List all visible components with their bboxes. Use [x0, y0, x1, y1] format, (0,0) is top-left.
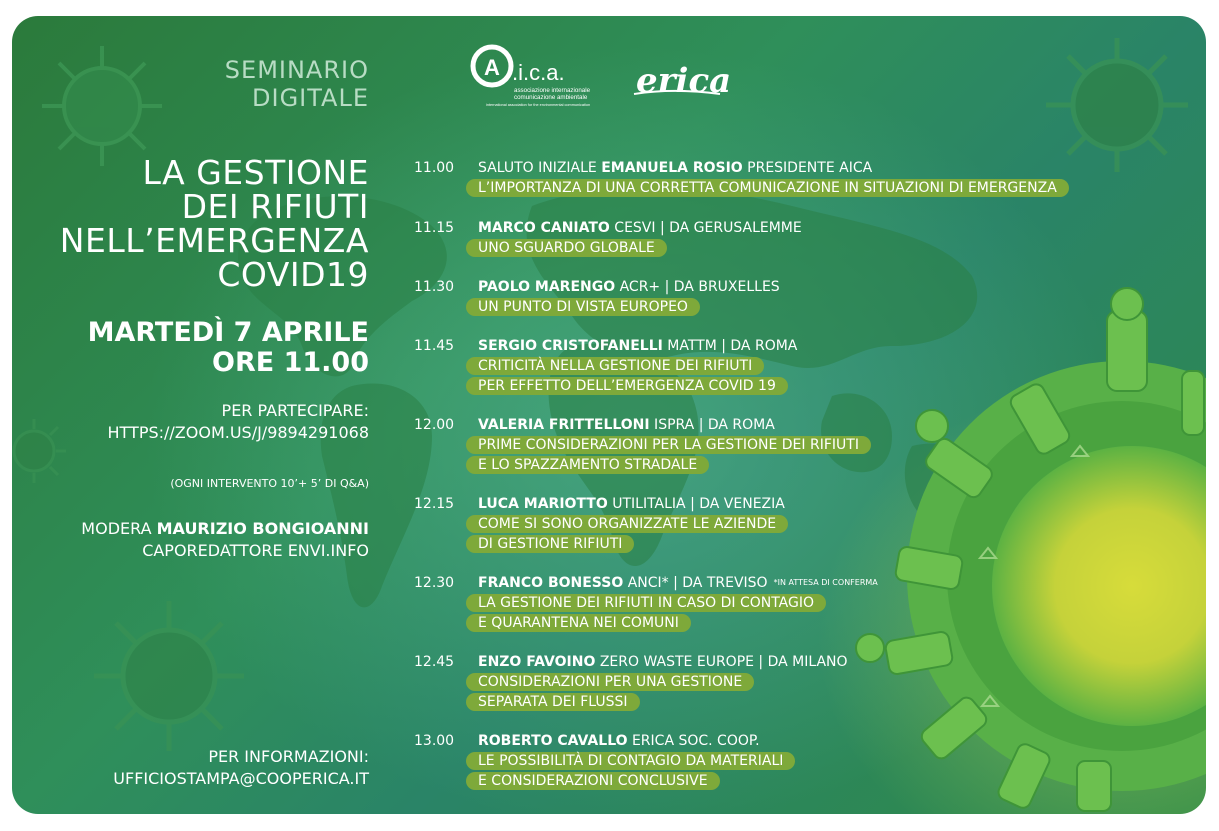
participate-label: PER PARTECIPARE:: [221, 401, 369, 420]
agenda-topic: CONSIDERAZIONI PER UNA GESTIONE: [466, 673, 754, 691]
speaker-affiliation: CESVI | DA GERUSALEMME: [609, 220, 802, 236]
agenda-time: 11.15: [414, 220, 455, 236]
agenda-speaker: [478, 278, 780, 296]
agenda-topic: COME SI SONO ORGANIZZATE LE AZIENDE: [466, 515, 788, 533]
poster: [12, 16, 1206, 814]
agenda-speaker: [478, 574, 878, 592]
confirmation-note: *IN ATTESA DI CONFERMA: [773, 578, 878, 587]
agenda-speaker: [478, 159, 872, 177]
moderator-line: [81, 518, 369, 540]
agenda-topic: LA GESTIONE DEI RIFIUTI IN CASO DI CONTAGIO: [466, 594, 826, 612]
agenda-topic: CRITICITÀ NELLA GESTIONE DEI RIFIUTI: [466, 357, 764, 375]
participate-block: [108, 400, 369, 444]
seminar-line-1: SEMINARIO: [224, 56, 369, 84]
virus-icon: [84, 591, 254, 761]
page-title: [59, 153, 369, 294]
duration-note: (OGNI INTERVENTO 10’+ 5’ DI Q&A): [170, 477, 369, 490]
erica-logo: [630, 56, 780, 106]
seminar-label: [225, 56, 369, 112]
speaker-affiliation: ANCI* | DA TREVISO: [623, 575, 768, 591]
moderator-role: CAPOREDATTORE ENVI.INFO: [142, 541, 369, 560]
svg-text:associazione internazionale: associazione internazionale: [514, 87, 591, 94]
speaker-name: SERGIO CRISTOFANELLI: [478, 338, 663, 354]
agenda-topic: DI GESTIONE RIFIUTI: [466, 535, 634, 553]
agenda-time: 13.00: [414, 733, 455, 749]
agenda-topic: PRIME CONSIDERAZIONI PER LA GESTIONE DEI RIFIUTI: [466, 436, 871, 454]
agenda-speaker: [478, 219, 802, 237]
speaker-prefix: SALUTO INIZIALE: [478, 160, 602, 176]
agenda-topic: E LO SPAZZAMENTO STRADALE: [466, 456, 709, 474]
speaker-affiliation: ERICA SOC. COOP.: [627, 733, 760, 749]
agenda-time: 12.15: [414, 496, 455, 512]
agenda-topic: L’IMPORTANZA DI UNA CORRETTA COMUNICAZIONE IN SITUAZIONI DI EMERGENZA: [466, 179, 1069, 197]
agenda-topic: PER EFFETTO DELL’EMERGENZA COVID 19: [466, 377, 788, 395]
svg-text:.i.c.a.: .i.c.a.: [512, 60, 565, 85]
agenda-time: 12.45: [414, 654, 455, 670]
seminar-line-2: DIGITALE: [252, 84, 369, 112]
agenda-speaker: [478, 732, 760, 750]
agenda-time: 11.30: [414, 279, 455, 295]
speaker-affiliation: ZERO WASTE EUROPE | DA MILANO: [595, 654, 848, 670]
svg-text:comunicazione ambientale: comunicazione ambientale: [514, 94, 588, 101]
aica-logo: [466, 36, 596, 110]
speaker-affiliation: UTILITALIA | DA VENEZIA: [607, 496, 785, 512]
title-line-1: LA GESTIONE: [142, 153, 369, 192]
zoom-link[interactable]: HTTPS://ZOOM.US/J/9894291068: [107, 423, 369, 442]
moderator-name: MAURIZIO BONGIOANNI: [156, 519, 369, 538]
svg-text:A: A: [484, 55, 500, 80]
contact-email[interactable]: UFFICIOSTAMPA@COOPERICA.IT: [113, 769, 369, 788]
title-line-3: NELL’EMERGENZA: [59, 221, 369, 260]
svg-text:international association for: international association for the environmental communication: [486, 103, 591, 107]
svg-text:erica: erica: [636, 61, 732, 101]
speaker-name: PAOLO MARENGO: [478, 279, 616, 295]
title-line-2: DEI RIFIUTI: [181, 187, 369, 226]
agenda-topic: E CONSIDERAZIONI CONCLUSIVE: [466, 772, 720, 790]
agenda-speaker: [478, 416, 775, 434]
speaker-affiliation: PRESIDENTE AICA: [742, 160, 873, 176]
agenda-topic: UN PUNTO DI VISTA EUROPEO: [466, 298, 700, 316]
contact-label: PER INFORMAZIONI:: [208, 747, 369, 766]
speaker-affiliation: ISPRA | DA ROMA: [649, 417, 775, 433]
moderator-prefix: MODERA: [81, 519, 157, 538]
speaker-name: EMANUELA ROSIO: [601, 160, 743, 176]
speaker-affiliation: ACR+ | DA BRUXELLES: [615, 279, 780, 295]
agenda-topic: LE POSSIBILITÀ DI CONTAGIO DA MATERIALI: [466, 752, 795, 770]
agenda-topic: E QUARANTENA NEI COMUNI: [466, 614, 691, 632]
time-line: ORE 11.00: [212, 347, 369, 378]
agenda-speaker: [478, 337, 797, 355]
agenda-time: 11.45: [414, 338, 455, 354]
agenda-time: 11.00: [414, 160, 455, 176]
moderator-block: [81, 518, 369, 562]
speaker-name: VALERIA FRITTELLONI: [478, 417, 650, 433]
speaker-name: ROBERTO CAVALLO: [478, 733, 628, 749]
agenda-time: 12.30: [414, 575, 455, 591]
contact-block: [113, 746, 369, 790]
title-line-4: COVID19: [217, 255, 369, 294]
speaker-name: LUCA MARIOTTO: [478, 496, 608, 512]
event-date: [88, 318, 369, 378]
speaker-name: ENZO FAVOINO: [478, 654, 596, 670]
date-line: MARTEDÌ 7 APRILE: [87, 317, 369, 348]
virus-icon: [1032, 30, 1202, 180]
agenda-time: 12.00: [414, 417, 455, 433]
agenda-topic: UNO SGUARDO GLOBALE: [466, 239, 667, 257]
agenda-speaker: [478, 653, 848, 671]
speaker-name: FRANCO BONESSO: [478, 575, 624, 591]
agenda-topic: SEPARATA DEI FLUSSI: [466, 693, 640, 711]
agenda-speaker: [478, 495, 785, 513]
people-ring-illustration: [832, 276, 1206, 814]
speaker-name: MARCO CANIATO: [478, 220, 610, 236]
speaker-affiliation: MATTM | DA ROMA: [662, 338, 798, 354]
virus-icon: [12, 411, 72, 491]
